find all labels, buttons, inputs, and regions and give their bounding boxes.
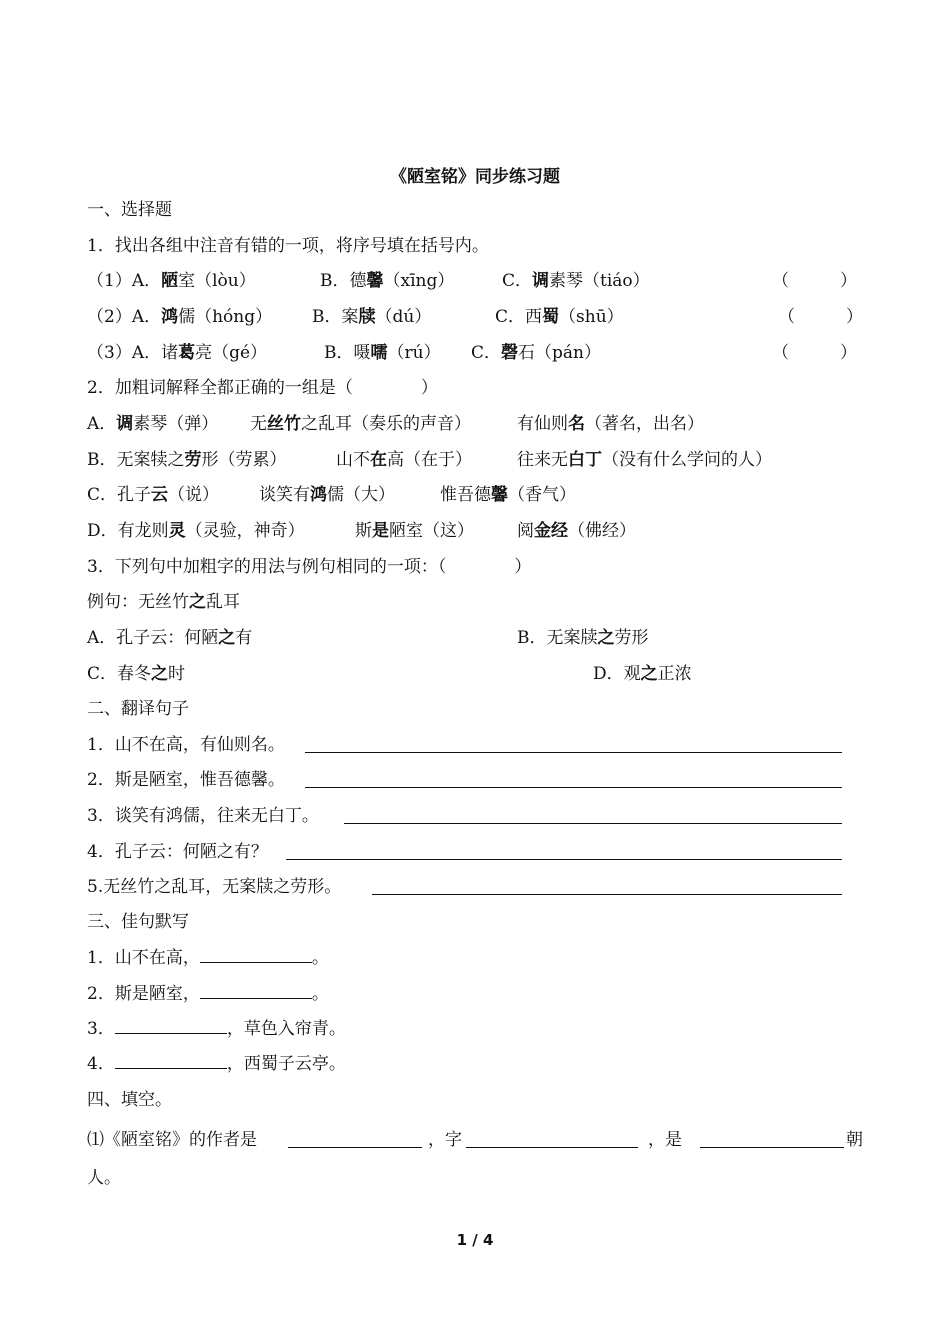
question-3-stem: 3．下列句中加粗字的用法与例句相同的一项：（ ） <box>87 557 532 577</box>
q2-option-b: B．无案犊之劳形（劳累） <box>87 450 287 470</box>
q3-option-c: C．春冬之时 <box>87 664 186 684</box>
page-title: 《陋室铭》同步练习题 <box>390 167 560 187</box>
q2-option-c-part2: 谈笑有鸿儒（大） <box>259 485 395 505</box>
translate-item-4: 4．孔子云：何陋之有？ <box>87 842 268 862</box>
q1-row-1: （1）A．陋室（lòu） <box>87 271 256 291</box>
section-heading-choice: 一、选择题 <box>87 200 172 220</box>
q3-option-b: B．无案牍之劳形 <box>517 628 649 648</box>
q3-option-a: A．孔子云：何陋之有 <box>87 628 253 648</box>
dictation-item-4: 4． ，西蜀子云亭。 <box>87 1054 346 1074</box>
q2-option-c: C．孔子云（说） <box>87 485 220 505</box>
dictation-item-2: 2．斯是陋室， 。 <box>87 984 329 1004</box>
q2-option-c-part3: 惟吾德馨（香气） <box>440 485 576 505</box>
question-1-stem: 1．找出各组中注音有错的一项，将序号填在括号内。 <box>87 236 489 256</box>
translate-item-2: 2．斯是陋室，惟吾德馨。 <box>87 770 285 790</box>
q3-option-d: D．观之正浓 <box>593 664 692 684</box>
fill-item-1-shi: ，是 <box>648 1130 682 1150</box>
q2-option-a-part3: 有仙则名（著名，出名） <box>517 414 704 434</box>
q1-row-2-option-b: B．案牍（dú） <box>312 307 432 327</box>
q2-option-b-part3: 往来无白丁（没有什么学问的人） <box>517 450 772 470</box>
page-number: 1 / 4 <box>456 1231 494 1249</box>
translate-item-1: 1．山不在高，有仙则名。 <box>87 735 285 755</box>
translate-answer-line-2[interactable] <box>305 787 842 788</box>
q2-option-b-part2: 山不在高（在于） <box>336 450 472 470</box>
q1-row-3-option-c: C．磬石（pán） <box>471 343 601 363</box>
question-2-stem: 2．加粗词解释全都正确的一组是（ ） <box>87 378 438 398</box>
q1-row-2-option-c: C．西蜀（shū） <box>495 307 624 327</box>
q1-row-3-answer-paren: （ ） <box>772 343 857 363</box>
fill-blank-dynasty[interactable] <box>700 1147 844 1148</box>
dictation-item-1: 1．山不在高， 。 <box>87 948 329 968</box>
translate-answer-line-5[interactable] <box>372 894 842 895</box>
translate-item-5: 5.无丝竹之乱耳，无案牍之劳形。 <box>87 877 342 897</box>
fill-item-1-end: 人。 <box>87 1168 121 1188</box>
translate-answer-line-3[interactable] <box>344 823 842 824</box>
fill-item-1-zi: ，字 <box>428 1130 462 1150</box>
dictation-blank-3[interactable] <box>115 1017 227 1034</box>
dictation-blank-1[interactable] <box>200 946 312 963</box>
translate-item-3: 3．谈笑有鸿儒，往来无白丁。 <box>87 806 319 826</box>
dictation-item-3: 3． ，草色入帘青。 <box>87 1019 346 1039</box>
fill-item-1-chao: 朝 <box>846 1130 863 1150</box>
section-heading-dictation: 三、佳句默写 <box>87 912 189 932</box>
q1-row-2: （2）A．鸿儒（hóng） <box>87 307 273 327</box>
q1-row-3: （3）A．诸葛亮（gé） <box>87 343 268 363</box>
fill-blank-author[interactable] <box>288 1147 422 1148</box>
translate-answer-line-1[interactable] <box>305 752 842 753</box>
q1-row-3-option-b: B．嗫嚅（rú） <box>324 343 441 363</box>
dictation-blank-2[interactable] <box>200 982 312 999</box>
q2-option-a: A．调素琴（弹） <box>87 414 219 434</box>
q1-row-1-answer-paren: （ ） <box>772 271 857 291</box>
q1-row-1-option-c: C．调素琴（tiáo） <box>502 271 650 291</box>
fill-item-1-text: ⑴《陋室铭》的作者是 <box>87 1130 257 1150</box>
section-heading-fill: 四、填空。 <box>87 1090 172 1110</box>
q3-example: 例句：无丝竹之乱耳 <box>87 592 240 612</box>
q2-option-d-part2: 斯是陋室（这） <box>355 521 474 541</box>
q2-option-d-part3: 阅金经（佛经） <box>517 521 636 541</box>
q2-option-a-part2: 无丝竹之乱耳（奏乐的声音） <box>250 414 471 434</box>
dictation-blank-4[interactable] <box>115 1052 227 1069</box>
translate-answer-line-4[interactable] <box>286 859 842 860</box>
q2-option-d: D．有龙则灵（灵验，神奇） <box>87 521 305 541</box>
q1-row-2-answer-paren: （ ） <box>778 307 863 327</box>
q1-row-1-option-b: B．德馨（xīng） <box>320 271 455 291</box>
fill-blank-courtesy-name[interactable] <box>466 1147 638 1148</box>
section-heading-translate: 二、翻译句子 <box>87 699 189 719</box>
